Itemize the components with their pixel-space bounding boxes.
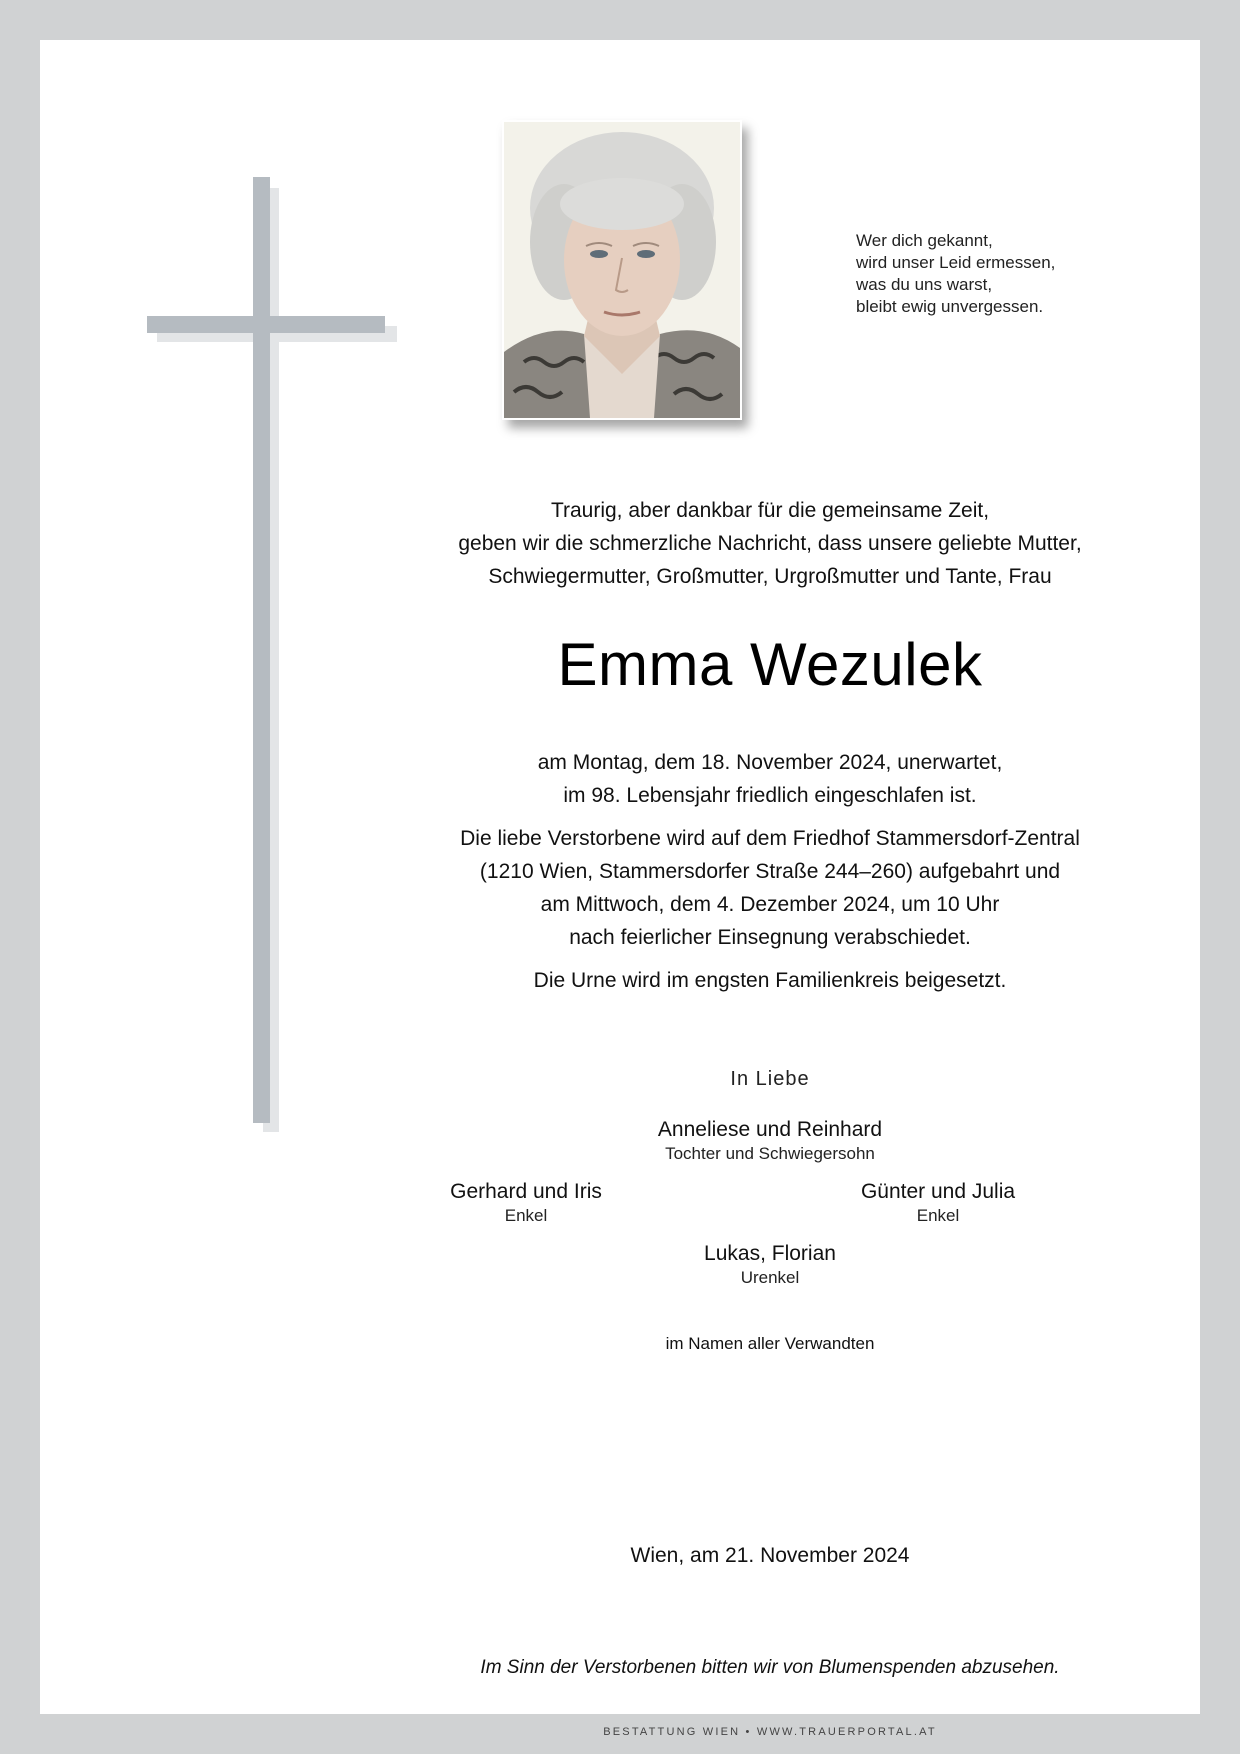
funeral-line: (1210 Wien, Stammersdorfer Straße 244–260) aufgebahrt und [479,860,1061,883]
footer-brand: BESTATTUNG WIEN • WWW.TRAUERPORTAL.AT [603,1726,937,1738]
place-date: Wien, am 21. November 2024 [630,1544,910,1567]
mourner-name: Lukas, Florian [704,1242,836,1265]
mourner-relation: Enkel [916,1206,960,1225]
verse-line: wird unser Leid ermessen, [856,253,1056,272]
verse-line: bleibt ewig unvergessen. [856,297,1044,316]
mourner-entry [758,1178,1118,1226]
death-line: am Montag, dem 18. November 2024, unerwartet, [537,751,1003,774]
mourner-entry [590,1240,950,1288]
intro-line: geben wir die schmerzliche Nachricht, dass unsere geliebte Mutter, [458,532,1082,555]
flower-note: Im Sinn der Verstorbenen bitten wir von Blumenspenden abzusehen. [480,1657,1060,1678]
intro-line: Schwiegermutter, Großmutter, Urgroßmutter und Tante, Frau [488,565,1052,588]
portrait-photo [502,120,742,420]
death-details [380,746,1160,997]
mourner-relation: Enkel [504,1206,548,1225]
intro-line: Traurig, aber dankbar für die gemeinsame Zeit, [550,499,990,522]
mourner-relation: Tochter und Schwiegersohn [665,1144,875,1163]
obituary-sheet [40,40,1200,1738]
deceased-name: Emma Wezulek [557,631,983,698]
mourner-name: Anneliese und Reinhard [657,1118,883,1141]
funeral-line: Die liebe Verstorbene wird auf dem Friedhof Stammersdorf-Zentral [460,827,1080,850]
mourner-name: Gerhard und Iris [450,1180,602,1203]
mourner-relation: Urenkel [740,1268,800,1287]
funeral-line: nach feierlicher Einsegnung verabschiedet. [569,926,971,949]
on-behalf-line: im Namen aller Verwandten [665,1334,875,1353]
memorial-verse [856,230,1055,318]
funeral-line: am Mittwoch, dem 4. Dezember 2024, um 10 Uhr [540,893,1000,916]
death-line: im 98. Lebensjahr friedlich eingeschlafen ist. [563,784,977,807]
urn-line: Die Urne wird im engsten Familienkreis beigesetzt. [533,969,1007,992]
mourner-entry [590,1116,950,1164]
verse-line: Wer dich gekannt, [856,231,993,250]
cross-icon-horizontal-beam [147,316,385,333]
in-liebe-heading: In Liebe [730,1068,810,1090]
intro-text [380,494,1160,593]
portrait-illustration [504,122,740,418]
mourner-entry [346,1178,706,1226]
verse-line: was du uns warst, [856,275,993,294]
mourner-name: Günter und Julia [860,1180,1016,1203]
